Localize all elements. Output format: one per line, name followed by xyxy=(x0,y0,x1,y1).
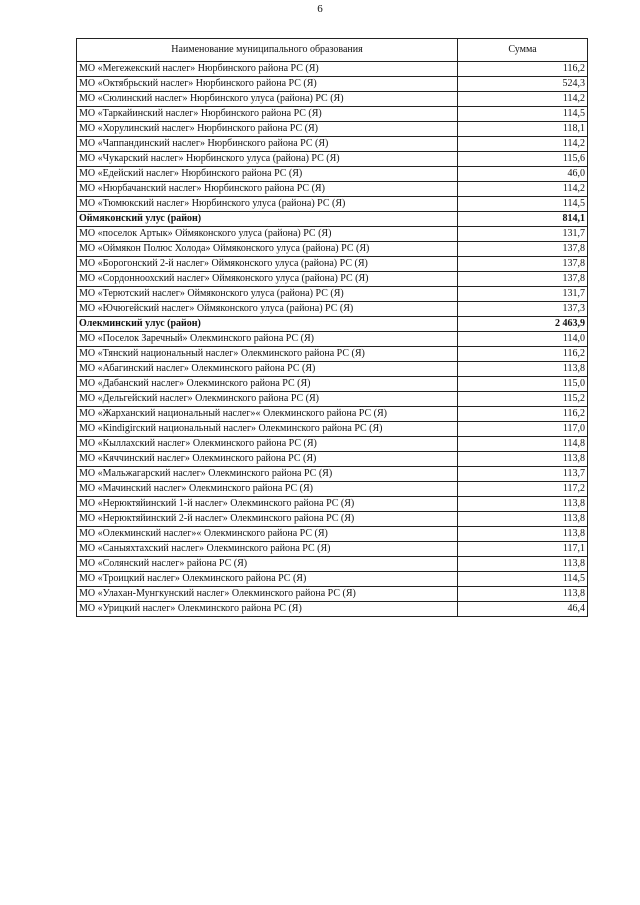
table-row xyxy=(77,407,588,422)
municipality-name: МО «Мальжагарский наслег» Олекминского района РС (Я) xyxy=(77,467,458,482)
amount-value: 46,0 xyxy=(458,167,588,182)
municipality-name: МО «Борогонский 2-й наслег» Оймяконского улуса (района) РС (Я) xyxy=(77,257,458,272)
municipality-name: МО «Хорулинский наслег» Нюрбинского района РС (Я) xyxy=(77,122,458,137)
table-body xyxy=(77,62,588,617)
table-row xyxy=(77,587,588,602)
municipality-name: МО «Чаппандинский наслег» Нюрбинского района РС (Я) xyxy=(77,137,458,152)
municipality-name: МО «Ючюгейский наслег» Оймяконского улуса (района) РС (Я) xyxy=(77,302,458,317)
table-row xyxy=(77,92,588,107)
municipality-name: МО «Таркайинский наслег» Нюрбинского района РС (Я) xyxy=(77,107,458,122)
amount-value: 116,2 xyxy=(458,62,588,77)
table-row xyxy=(77,152,588,167)
amount-value: 113,8 xyxy=(458,452,588,467)
municipality-name: МО «Жарханский национальный наслег»« Олекминского района РС (Я) xyxy=(77,407,458,422)
municipality-name: МО «Нерюктяйинский 1-й наслег» Олекминского района РС (Я) xyxy=(77,497,458,512)
table-row xyxy=(77,572,588,587)
amount-value: 113,8 xyxy=(458,362,588,377)
table-row xyxy=(77,302,588,317)
municipality-name: МО «Улахан-Мунгкунский наслег» Олекминского района РС (Я) xyxy=(77,587,458,602)
municipality-name: Оймяконский улус (район) xyxy=(77,212,458,227)
amount-value: 524,3 xyxy=(458,77,588,92)
table-row xyxy=(77,542,588,557)
amount-value: 113,7 xyxy=(458,467,588,482)
table-row xyxy=(77,227,588,242)
municipality-name: МО «Нюрбачанский наслег» Нюрбинского района РС (Я) xyxy=(77,182,458,197)
amount-value: 114,8 xyxy=(458,437,588,452)
table-row xyxy=(77,557,588,572)
budget-table xyxy=(76,38,588,617)
table-row xyxy=(77,482,588,497)
municipality-name: МО «Чукарский наслег» Нюрбинского улуса (района) РС (Я) xyxy=(77,152,458,167)
amount-value: 113,8 xyxy=(458,557,588,572)
table-row xyxy=(77,137,588,152)
municipality-name: МО «Кяччинский наслег» Олекминского района РС (Я) xyxy=(77,452,458,467)
municipality-name: МО «Троицкий наслег» Олекминского района РС (Я) xyxy=(77,572,458,587)
amount-value: 113,8 xyxy=(458,497,588,512)
table-row xyxy=(77,437,588,452)
amount-value: 137,8 xyxy=(458,242,588,257)
municipality-name: МО «Абагинский наслег» Олекминского района РС (Я) xyxy=(77,362,458,377)
amount-value: 114,5 xyxy=(458,197,588,212)
amount-value: 116,2 xyxy=(458,347,588,362)
municipality-name: МО «Нерюктяйинский 2-й наслег» Олекминского района РС (Я) xyxy=(77,512,458,527)
amount-value: 113,8 xyxy=(458,512,588,527)
table-row xyxy=(77,182,588,197)
municipality-name: МО «Тянский национальный наслег» Олекминского района РС (Я) xyxy=(77,347,458,362)
amount-value: 115,2 xyxy=(458,392,588,407)
group-total-row xyxy=(77,317,588,332)
municipality-name: МО «Сюлинский наслег» Нюрбинского улуса (района) РС (Я) xyxy=(77,92,458,107)
amount-value: 114,0 xyxy=(458,332,588,347)
amount-value: 117,2 xyxy=(458,482,588,497)
amount-value: 118,1 xyxy=(458,122,588,137)
amount-value: 115,0 xyxy=(458,377,588,392)
table-row xyxy=(77,272,588,287)
municipality-name: МО «Олекминский наслег»« Олекминского района РС (Я) xyxy=(77,527,458,542)
municipality-name: МО «Кыллахский наслег» Олекминского района РС (Я) xyxy=(77,437,458,452)
municipality-name: МО «поселок Артык» Оймяконского улуса (района) РС (Я) xyxy=(77,227,458,242)
table-row xyxy=(77,332,588,347)
municipality-name: МО «Терютский наслег» Оймяконского улуса (района) РС (Я) xyxy=(77,287,458,302)
amount-value: 117,1 xyxy=(458,542,588,557)
table-row xyxy=(77,62,588,77)
municipality-name: МО «Тюмюкский наслег» Нюрбинского улуса (района) РС (Я) xyxy=(77,197,458,212)
table-row xyxy=(77,377,588,392)
table-row xyxy=(77,257,588,272)
table-row xyxy=(77,392,588,407)
municipality-name: МО «Дабанский наслег» Олекминского района РС (Я) xyxy=(77,377,458,392)
municipality-name: МО «Едейский наслег» Нюрбинского района РС (Я) xyxy=(77,167,458,182)
column-header-name: Наименование муниципального образования xyxy=(77,39,458,62)
table-row xyxy=(77,467,588,482)
table-row xyxy=(77,497,588,512)
table-row xyxy=(77,362,588,377)
amount-value: 114,2 xyxy=(458,92,588,107)
table-row xyxy=(77,77,588,92)
amount-value: 137,8 xyxy=(458,257,588,272)
amount-value: 131,7 xyxy=(458,227,588,242)
municipality-name: МО «Октябрьский наслег» Нюрбинского района РС (Я) xyxy=(77,77,458,92)
amount-value: 115,6 xyxy=(458,152,588,167)
amount-value: 46,4 xyxy=(458,602,588,617)
municipality-name: МО «Кindigirский национальный наслег» Олекминского района РС (Я) xyxy=(77,422,458,437)
table-row xyxy=(77,602,588,617)
amount-value: 114,2 xyxy=(458,137,588,152)
municipality-name: МО «Урицкий наслег» Олекминского района РС (Я) xyxy=(77,602,458,617)
table-row xyxy=(77,167,588,182)
amount-value: 113,8 xyxy=(458,527,588,542)
municipality-name: МО «Оймякон Полюс Холода» Оймяконского улуса (района) РС (Я) xyxy=(77,242,458,257)
municipality-name: МО «Мегежекский наслег» Нюрбинского района РС (Я) xyxy=(77,62,458,77)
amount-value: 116,2 xyxy=(458,407,588,422)
amount-value: 117,0 xyxy=(458,422,588,437)
page-number: 6 xyxy=(317,3,323,15)
municipality-name: Олекминский улус (район) xyxy=(77,317,458,332)
amount-value: 114,2 xyxy=(458,182,588,197)
amount-value: 137,3 xyxy=(458,302,588,317)
table-row xyxy=(77,122,588,137)
amount-value: 2 463,9 xyxy=(458,317,588,332)
table-row xyxy=(77,512,588,527)
municipality-name: МО «Поселок Заречный» Олекминского района РС (Я) xyxy=(77,332,458,347)
amount-value: 131,7 xyxy=(458,287,588,302)
table-row xyxy=(77,197,588,212)
amount-value: 814,1 xyxy=(458,212,588,227)
table-header-row xyxy=(77,39,588,62)
amount-value: 114,5 xyxy=(458,107,588,122)
amount-value: 113,8 xyxy=(458,587,588,602)
table-row xyxy=(77,287,588,302)
table-row xyxy=(77,107,588,122)
table-row xyxy=(77,527,588,542)
amount-value: 114,5 xyxy=(458,572,588,587)
municipality-name: МО «Мачинский наслег» Олекминского района РС (Я) xyxy=(77,482,458,497)
municipality-name: МО «Саныяхтахский наслег» Олекминского района РС (Я) xyxy=(77,542,458,557)
table-row xyxy=(77,347,588,362)
group-total-row xyxy=(77,212,588,227)
table-row xyxy=(77,422,588,437)
table-row xyxy=(77,452,588,467)
municipality-name: МО «Дельгейский наслег» Олекминского района РС (Я) xyxy=(77,392,458,407)
column-header-sum: Сумма xyxy=(458,39,588,62)
municipality-name: МО «Солянский наслег» района РС (Я) xyxy=(77,557,458,572)
amount-value: 137,8 xyxy=(458,272,588,287)
table-row xyxy=(77,242,588,257)
municipality-name: МО «Сордонноохский наслег» Оймяконского улуса (района) РС (Я) xyxy=(77,272,458,287)
